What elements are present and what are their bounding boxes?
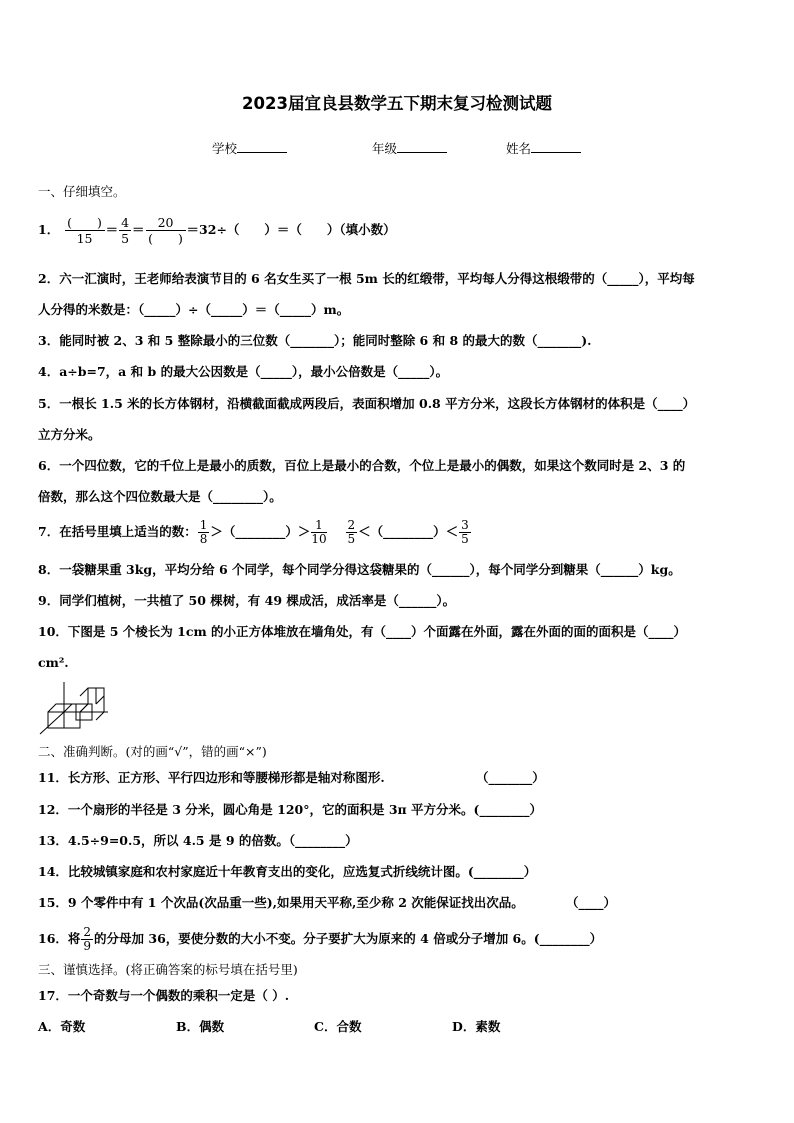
q1-fraction-1: $\frac{( )}{15}$ — [65, 215, 105, 246]
q7-fraction-3: $\frac{2}{5}$ — [347, 518, 356, 546]
school-field — [212, 141, 287, 157]
q7-prefix: 7．在括号里填上适当的数： — [38, 524, 197, 539]
question-4: 4．a÷b=7，a 和 b 的最大公因数是（_____），最小公倍数是（_____）。 — [38, 364, 449, 379]
question-13: 13．4.5÷9=0.5，所以 4.5 是 9 的倍数。（________） — [38, 833, 358, 848]
question-11-blank: （_______） — [476, 770, 545, 785]
q11-text: 11．长方形、正方形、平行四边形和等腰梯形都是轴对称图形. — [38, 770, 385, 785]
question-8: 8．一袋糖果重 3kg，平均分给 6 个同学，每个同学分得这袋糖果的（______），每个同学分到糖果（______）kg。 — [38, 562, 681, 577]
q1-number: 1． — [38, 222, 60, 237]
question-2-line-2: 人分得的米数是：（_____）÷（_____）＝（_____）m。 — [38, 302, 350, 317]
name-field — [506, 141, 581, 157]
q17-option-c: C．合数 — [314, 1019, 362, 1034]
q17-option-a: A．奇数 — [38, 1019, 86, 1034]
question-1: 1． $\frac{( )}{15}$ ＝ $\frac{4}{5}$ ＝ $\frac{20}{( )}$ ＝32÷（ ）＝（ ）（填小数） — [38, 215, 396, 246]
q7-fraction-1: $\frac{1}{8}$ — [199, 518, 208, 546]
question-15-blank: （____） — [566, 895, 617, 910]
question-10-line-1: 10．下图是 5 个棱长为 1cm 的小正方体堆放在墙角处，有（____）个面露在外面，露在外面的面的面积是（____） — [38, 624, 687, 639]
question-12: 12．一个扇形的半径是 3 分米，圆心角是 120°，它的面积是 3π 平方分米。(________） — [38, 802, 542, 817]
q16-fraction: $\frac{2}{9}$ — [83, 925, 92, 953]
grade-label: 年级 — [372, 141, 398, 156]
question-6-line-1: 6．一个四位数，它的千位上是最小的质数，百位上是最小的合数，个位上是最小的偶数，如果这个数同时是 2、3 的 — [38, 458, 686, 473]
q17-option-b: B．偶数 — [176, 1019, 225, 1034]
question-9: 9．同学们植树，一共植了 50 棵树，有 49 棵成活，成活率是（______）。 — [38, 593, 456, 608]
grade-field — [372, 141, 447, 157]
question-10-line-2: cm². — [38, 655, 69, 670]
cube-stack-figure — [38, 682, 118, 742]
q1-rest: ＝32÷（ ）＝（ ）（填小数） — [186, 222, 396, 237]
section-3-heading: 三、谨慎选择。(将正确答案的标号填在括号里) — [38, 962, 298, 977]
section-2-heading: 二、准确判断。(对的画“√”，错的画“×”) — [38, 744, 267, 759]
question-6-line-2: 倍数，那么这个四位数最大是（________）。 — [38, 489, 282, 504]
page-title: 2023届宜良县数学五下期末复习检测试题 — [242, 94, 552, 113]
question-5-line-1: 5．一根长 1.5 米的长方体钢材，沿横截面截成两段后，表面积增加 0.8 平方分米，这段长方体钢材的体积是（____） — [38, 396, 696, 411]
section-1-heading: 一、仔细填空。 — [38, 184, 126, 199]
name-label: 姓名 — [506, 141, 532, 156]
question-15 — [38, 895, 524, 911]
question-7: 7．在括号里填上适当的数： $\frac{1}{8}$ ＞（________）＞ $\frac{1}{10}$ $\frac{2}{5}$ ＜（________）＜ $\frac{3}{5}$ — [38, 518, 469, 546]
q1-fraction-3: $\frac{20}{( )}$ — [146, 215, 186, 246]
q17-option-d: D．素数 — [452, 1019, 501, 1034]
question-16 — [38, 920, 602, 958]
question-14: 14．比较城镇家庭和农村家庭近十年教育支出的变化，应选复式折线统计图。(________） — [38, 864, 537, 879]
question-5-line-2: 立方分米。 — [38, 427, 101, 442]
school-label: 学校 — [212, 141, 238, 156]
q15-text: 15．9 个零件中有 1 个次品(次品重一些),如果用天平称,至少称 2 次能保证找出次品。 — [38, 895, 524, 910]
question-2-line-1: 2．六一汇演时，王老师给表演节目的 6 名女生买了一根 5m 长的红缎带，平均每人分得这根缎带的（_____），平均每 — [38, 271, 695, 286]
q16-prefix: 16．将 — [38, 931, 81, 946]
question-11 — [38, 770, 385, 786]
q7-fraction-4: $\frac{3}{5}$ — [461, 518, 469, 546]
q1-fraction-2: $\frac{4}{5}$ — [121, 215, 130, 246]
q16-rest: 的分母加 36，要使分数的大小不变。分子要扩大为原来的 4 倍或分子增加 6。(________） — [94, 931, 603, 946]
question-3: 3．能同时被 2、3 和 5 整除最小的三位数（_______）；能同时整除 6 和 8 的最大的数（_______). — [38, 333, 592, 348]
q7-fraction-2: $\frac{1}{10}$ — [311, 518, 327, 546]
question-17: 17．一个奇数与一个偶数的乘积一定是（ ）. — [38, 988, 290, 1003]
